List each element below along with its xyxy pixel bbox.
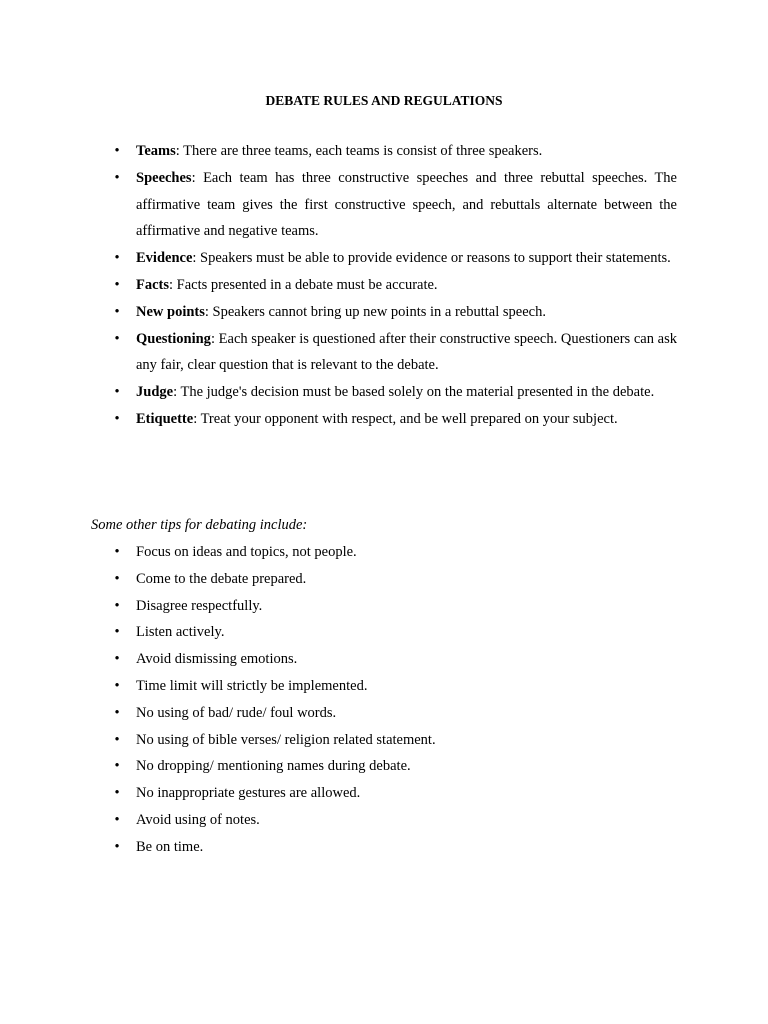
bullet-icon: • (114, 276, 120, 293)
rule-text: : Speakers cannot bring up new points in a rebuttal speech. (204, 303, 546, 320)
bullet-icon: • (114, 303, 120, 320)
tip-item (114, 753, 677, 780)
bullet-icon: • (114, 410, 120, 427)
tip-item (114, 727, 677, 754)
rule-term: Teams (136, 143, 176, 159)
rule-text: : Each team has three constructive speeches and three rebuttal speeches. The affirmative team gives the first constructive speech, and rebuttals alternate between the affirmative and negative teams. (136, 169, 677, 240)
bullet-icon: • (114, 330, 120, 347)
bullet-icon: • (114, 544, 120, 560)
bullet-icon: • (114, 651, 120, 668)
rules-list (114, 138, 677, 433)
rule-text: : Each speaker is questioned after their constructive speech. Questioners can ask any fair, clear question that is relevant to the debate. (136, 330, 677, 374)
rule-term: Evidence (136, 250, 193, 267)
bullet-icon: • (114, 250, 120, 267)
tip-text: Come to the debate prepared. (136, 570, 307, 587)
bullet-icon: • (114, 384, 120, 401)
tip-item (114, 593, 677, 620)
tip-item (114, 807, 677, 834)
tip-text: Focus on ideas and topics, not people. (136, 544, 357, 560)
tip-item (114, 700, 677, 727)
tip-text: No using of bible verses/ religion related statement. (136, 731, 436, 748)
tip-text: Time limit will strictly be implemented. (136, 677, 368, 694)
bullet-icon: • (114, 704, 120, 721)
tip-text: No inappropriate gestures are allowed. (136, 785, 361, 802)
rule-text: : There are three teams, each teams is consist of three speakers. (175, 143, 543, 159)
rule-item (114, 299, 677, 326)
tips-heading: Some other tips for debating include: (91, 517, 308, 533)
rule-term: Facts (136, 276, 170, 293)
bullet-icon: • (114, 731, 120, 748)
rule-item (114, 326, 677, 380)
bullet-icon: • (114, 624, 120, 641)
rule-item (114, 379, 677, 406)
rule-term: Etiquette (136, 410, 194, 427)
bullet-icon: • (114, 758, 120, 775)
tip-item (114, 539, 677, 566)
tip-text: No using of bad/ rude/ foul words. (136, 704, 337, 721)
tip-item (114, 780, 677, 807)
rule-term: New points (136, 303, 205, 320)
tip-text: Disagree respectfully. (136, 597, 263, 614)
rule-text: : Speakers must be able to provide evidence or reasons to support their statements. (192, 250, 671, 267)
rule-item (114, 245, 677, 272)
tip-item (114, 646, 677, 673)
tip-text: No dropping/ mentioning names during debate. (136, 758, 411, 775)
rule-item (114, 138, 677, 165)
rule-text: : The judge's decision must be based solely on the material presented in the debate. (173, 384, 655, 401)
rule-text: : Treat your opponent with respect, and be well prepared on your subject. (193, 410, 618, 427)
bullet-icon: • (114, 811, 120, 828)
tip-text: Avoid dismissing emotions. (136, 651, 298, 668)
rule-item (114, 272, 677, 299)
rule-item (114, 406, 677, 433)
tip-item (114, 619, 677, 646)
bullet-icon: • (114, 838, 120, 855)
tip-text: Avoid using of notes. (136, 811, 260, 828)
rule-term: Judge (136, 384, 174, 401)
rule-term: Speeches (136, 169, 192, 186)
bullet-icon: • (114, 597, 120, 614)
bullet-icon: • (114, 169, 120, 186)
bullet-icon: • (114, 677, 120, 694)
bullet-icon: • (114, 143, 120, 159)
document-title: DEBATE RULES AND REGULATIONS (265, 93, 503, 108)
rule-term: Questioning (136, 330, 211, 347)
tip-item (114, 566, 677, 593)
tip-text: Listen actively. (136, 624, 225, 641)
bullet-icon: • (114, 570, 120, 587)
bullet-icon: • (114, 785, 120, 802)
tip-text: Be on time. (136, 838, 204, 855)
tip-item (114, 673, 677, 700)
tip-item (114, 834, 677, 861)
tips-list (114, 539, 677, 861)
rule-item (114, 165, 677, 245)
rule-text: : Facts presented in a debate must be accurate. (169, 276, 438, 293)
